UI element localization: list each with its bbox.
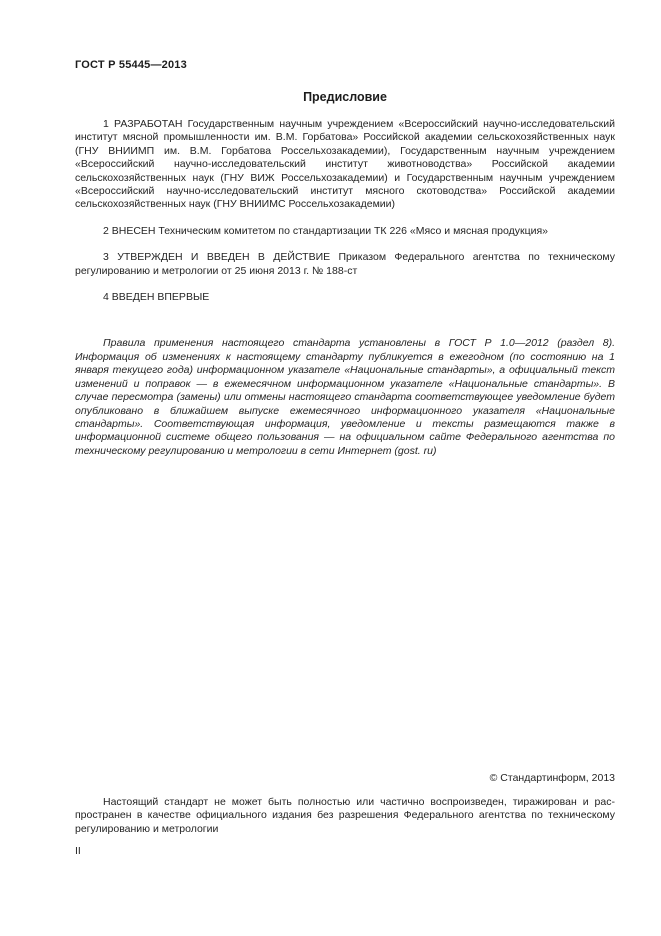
reproduction-restriction: Настоящий стандарт не может быть полностью или частично воспроизведен, тиражирован и распространен в качестве официального издания без разрешения Федерального агентства по техническому регулированию и метрологии	[75, 796, 615, 835]
page-number: II	[75, 845, 81, 857]
copyright-line: © Стандартинформ, 2013	[489, 772, 615, 784]
foreword-body	[75, 118, 615, 471]
foreword-title: Предисловие	[303, 90, 387, 104]
clause-first-introduced: 4 ВВЕДЕН ВПЕРВЫЕ	[103, 291, 210, 304]
application-rules-note: Правила применения настоящего стандарта установлены в ГОСТ Р 1.0—2012 (раздел 8). Информация об изменениях к настоящему стандарту публикуется в ежегодном (по состоянию на 1 января текущего года) информационном указателе «Национальные стандарты», а официальный текст изменений и поправок — в ежемесячном информационном указателе «Национальные стандарты». В случае пересмотра (замены) или отмены настоящего стандарта соответствующее уведомление будет опубликовано в ближайшем выпуске ежемесячного информационного указателя «Национальные стандарты». Соответствующая информация, уведомление и тексты размещаются также в информационной системе общего пользования — на официальном сайте Федерального агентства по техническому регулированию и метрологии в сети Интернет (gost. ru)	[75, 337, 615, 457]
doc-number: ГОСТ Р 55445—2013	[75, 59, 187, 71]
clause-submitted: 2 ВНЕСЕН Техническим комитетом по стандартизации ТК 226 «Мясо и мясная продукция»	[103, 224, 548, 237]
clause-approved: 3 УТВЕРЖДЕН И ВВЕДЕН В ДЕЙСТВИЕ Приказом Федерального агентства по техническому регулированию и метрологии от 25 июня 2013 г. № 188-ст	[75, 251, 615, 277]
clause-developed: 1 РАЗРАБОТАН Государственным научным учреждением «Всероссийский научно-исследовательский институт мясной промышленности им. В.М. Горбатова» Российской академии сельскохозяйственных наук (ГНУ ВНИИМП им. В.М. Горбатова Россельхозакадемии), Государственным научным учреждением «Всероссийский научно-исследовательский институт животноводства» Российской академии сельскохозяйственных наук (ГНУ ВИЖ Россельхозакадемии) и Государственным научным учреждением «Всероссийский научно-исследовательский институт мясного скотоводства» Российской академии сельскохозяйственных наук (ГНУ ВНИИМС Россельхозакадемии)	[75, 118, 615, 211]
